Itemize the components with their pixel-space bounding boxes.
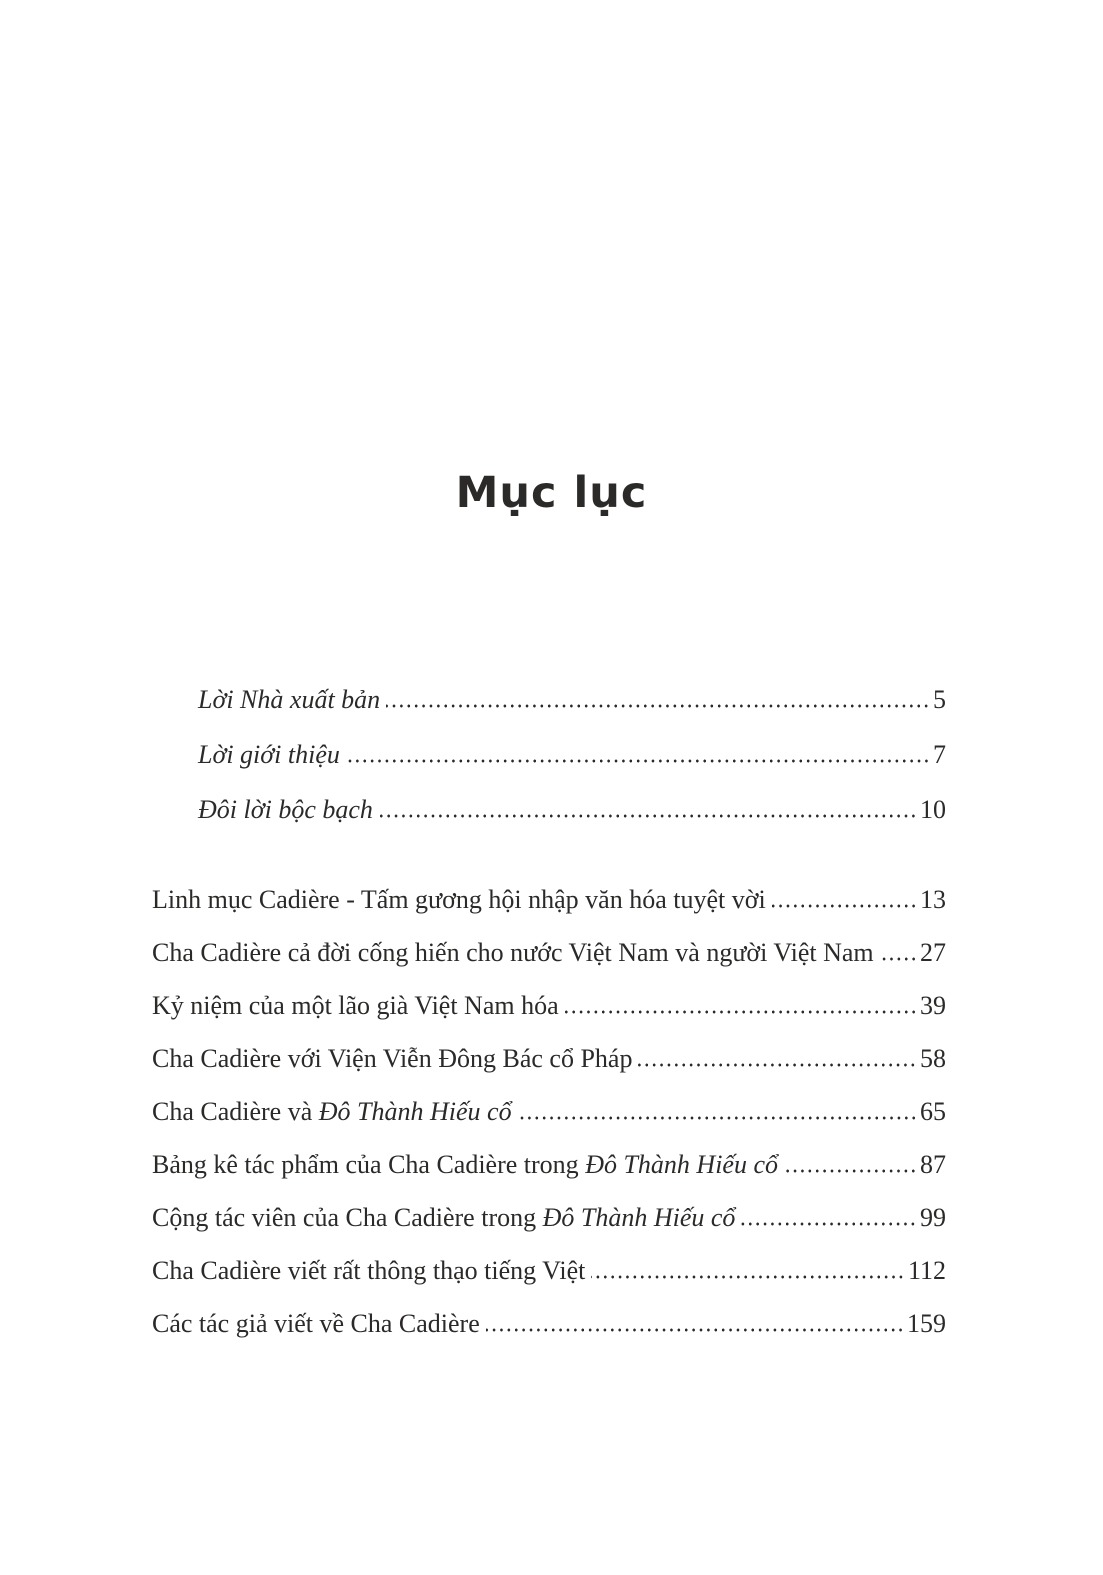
toc-entry-label: Lời Nhà xuất bản (198, 685, 381, 714)
toc-entry-label: Các tác giả viết về Cha Cadière (152, 1309, 480, 1338)
dot-leader (518, 1116, 917, 1120)
toc-entry (152, 937, 946, 969)
toc-entry-page: 159 (907, 1309, 946, 1338)
toc-entry-label: Cha Cadière với Viện Viễn Đông Bác cổ Pháp (152, 1044, 633, 1073)
toc-entry-label: Cộng tác viên của Cha Cadière trong (152, 1203, 543, 1232)
toc-entry-page: 27 (920, 938, 946, 967)
toc-entry (152, 1096, 946, 1128)
toc-entry-page: 10 (920, 795, 946, 824)
dot-leader (784, 1169, 917, 1173)
dot-leader (772, 904, 917, 908)
toc-entry-page: 58 (920, 1044, 946, 1073)
toc-entry (152, 884, 946, 916)
chapter-list (152, 884, 946, 1361)
dot-leader (880, 957, 917, 961)
toc-entry-page: 99 (920, 1203, 946, 1232)
toc-entry-label: Cha Cadière và (152, 1097, 319, 1126)
toc-entry-label: Kỷ niệm của một lão già Việt Nam hóa (152, 991, 559, 1020)
toc-entry-label: Lời giới thiệu (198, 740, 340, 769)
toc-entry (152, 1255, 946, 1287)
dot-leader (346, 759, 930, 763)
toc-entry-page: 39 (920, 991, 946, 1020)
toc-entry (152, 990, 946, 1022)
toc-entry-page: 87 (920, 1150, 946, 1179)
toc-entry (152, 1308, 946, 1340)
front-matter-list (152, 684, 946, 849)
toc-entry-page: 5 (933, 685, 946, 714)
dot-leader (486, 1328, 904, 1332)
toc-entry-label: Cha Cadière cả đời cống hiến cho nước Việt Nam và người Việt Nam (152, 938, 874, 967)
toc-entry-label: Đôi lời bộc bạch (198, 795, 373, 824)
toc-entry-page: 13 (920, 885, 946, 914)
toc-entry-page: 112 (907, 1256, 946, 1285)
toc-entry (152, 794, 946, 826)
toc-entry (152, 684, 946, 716)
toc-entry (152, 1202, 946, 1234)
dot-leader (741, 1222, 917, 1226)
toc-entry (152, 1149, 946, 1181)
toc-entry-label: Bảng kê tác phẩm của Cha Cadière trong (152, 1150, 586, 1179)
dot-leader (591, 1275, 905, 1279)
dot-leader (638, 1063, 917, 1067)
dot-leader (565, 1010, 917, 1014)
dot-leader (386, 704, 930, 708)
toc-entry-label-italic: Đô Thành Hiếu cổ (318, 1097, 512, 1126)
toc-entry-label: Cha Cadière viết rất thông thạo tiếng Việt (152, 1256, 586, 1285)
dot-leader (379, 814, 917, 818)
toc-entry-label: Linh mục Cadière - Tấm gương hội nhập văn hóa tuyệt vời (152, 885, 766, 914)
toc-entry-label-italic: Đô Thành Hiếu cổ (585, 1150, 779, 1179)
toc-entry (152, 739, 946, 771)
toc-entry-page: 7 (933, 740, 946, 769)
page-title: Mục lục (455, 468, 648, 518)
toc-entry (152, 1043, 946, 1075)
toc-entry-page: 65 (920, 1097, 946, 1126)
toc-entry-label-italic: Đô Thành Hiếu cổ (542, 1203, 736, 1232)
